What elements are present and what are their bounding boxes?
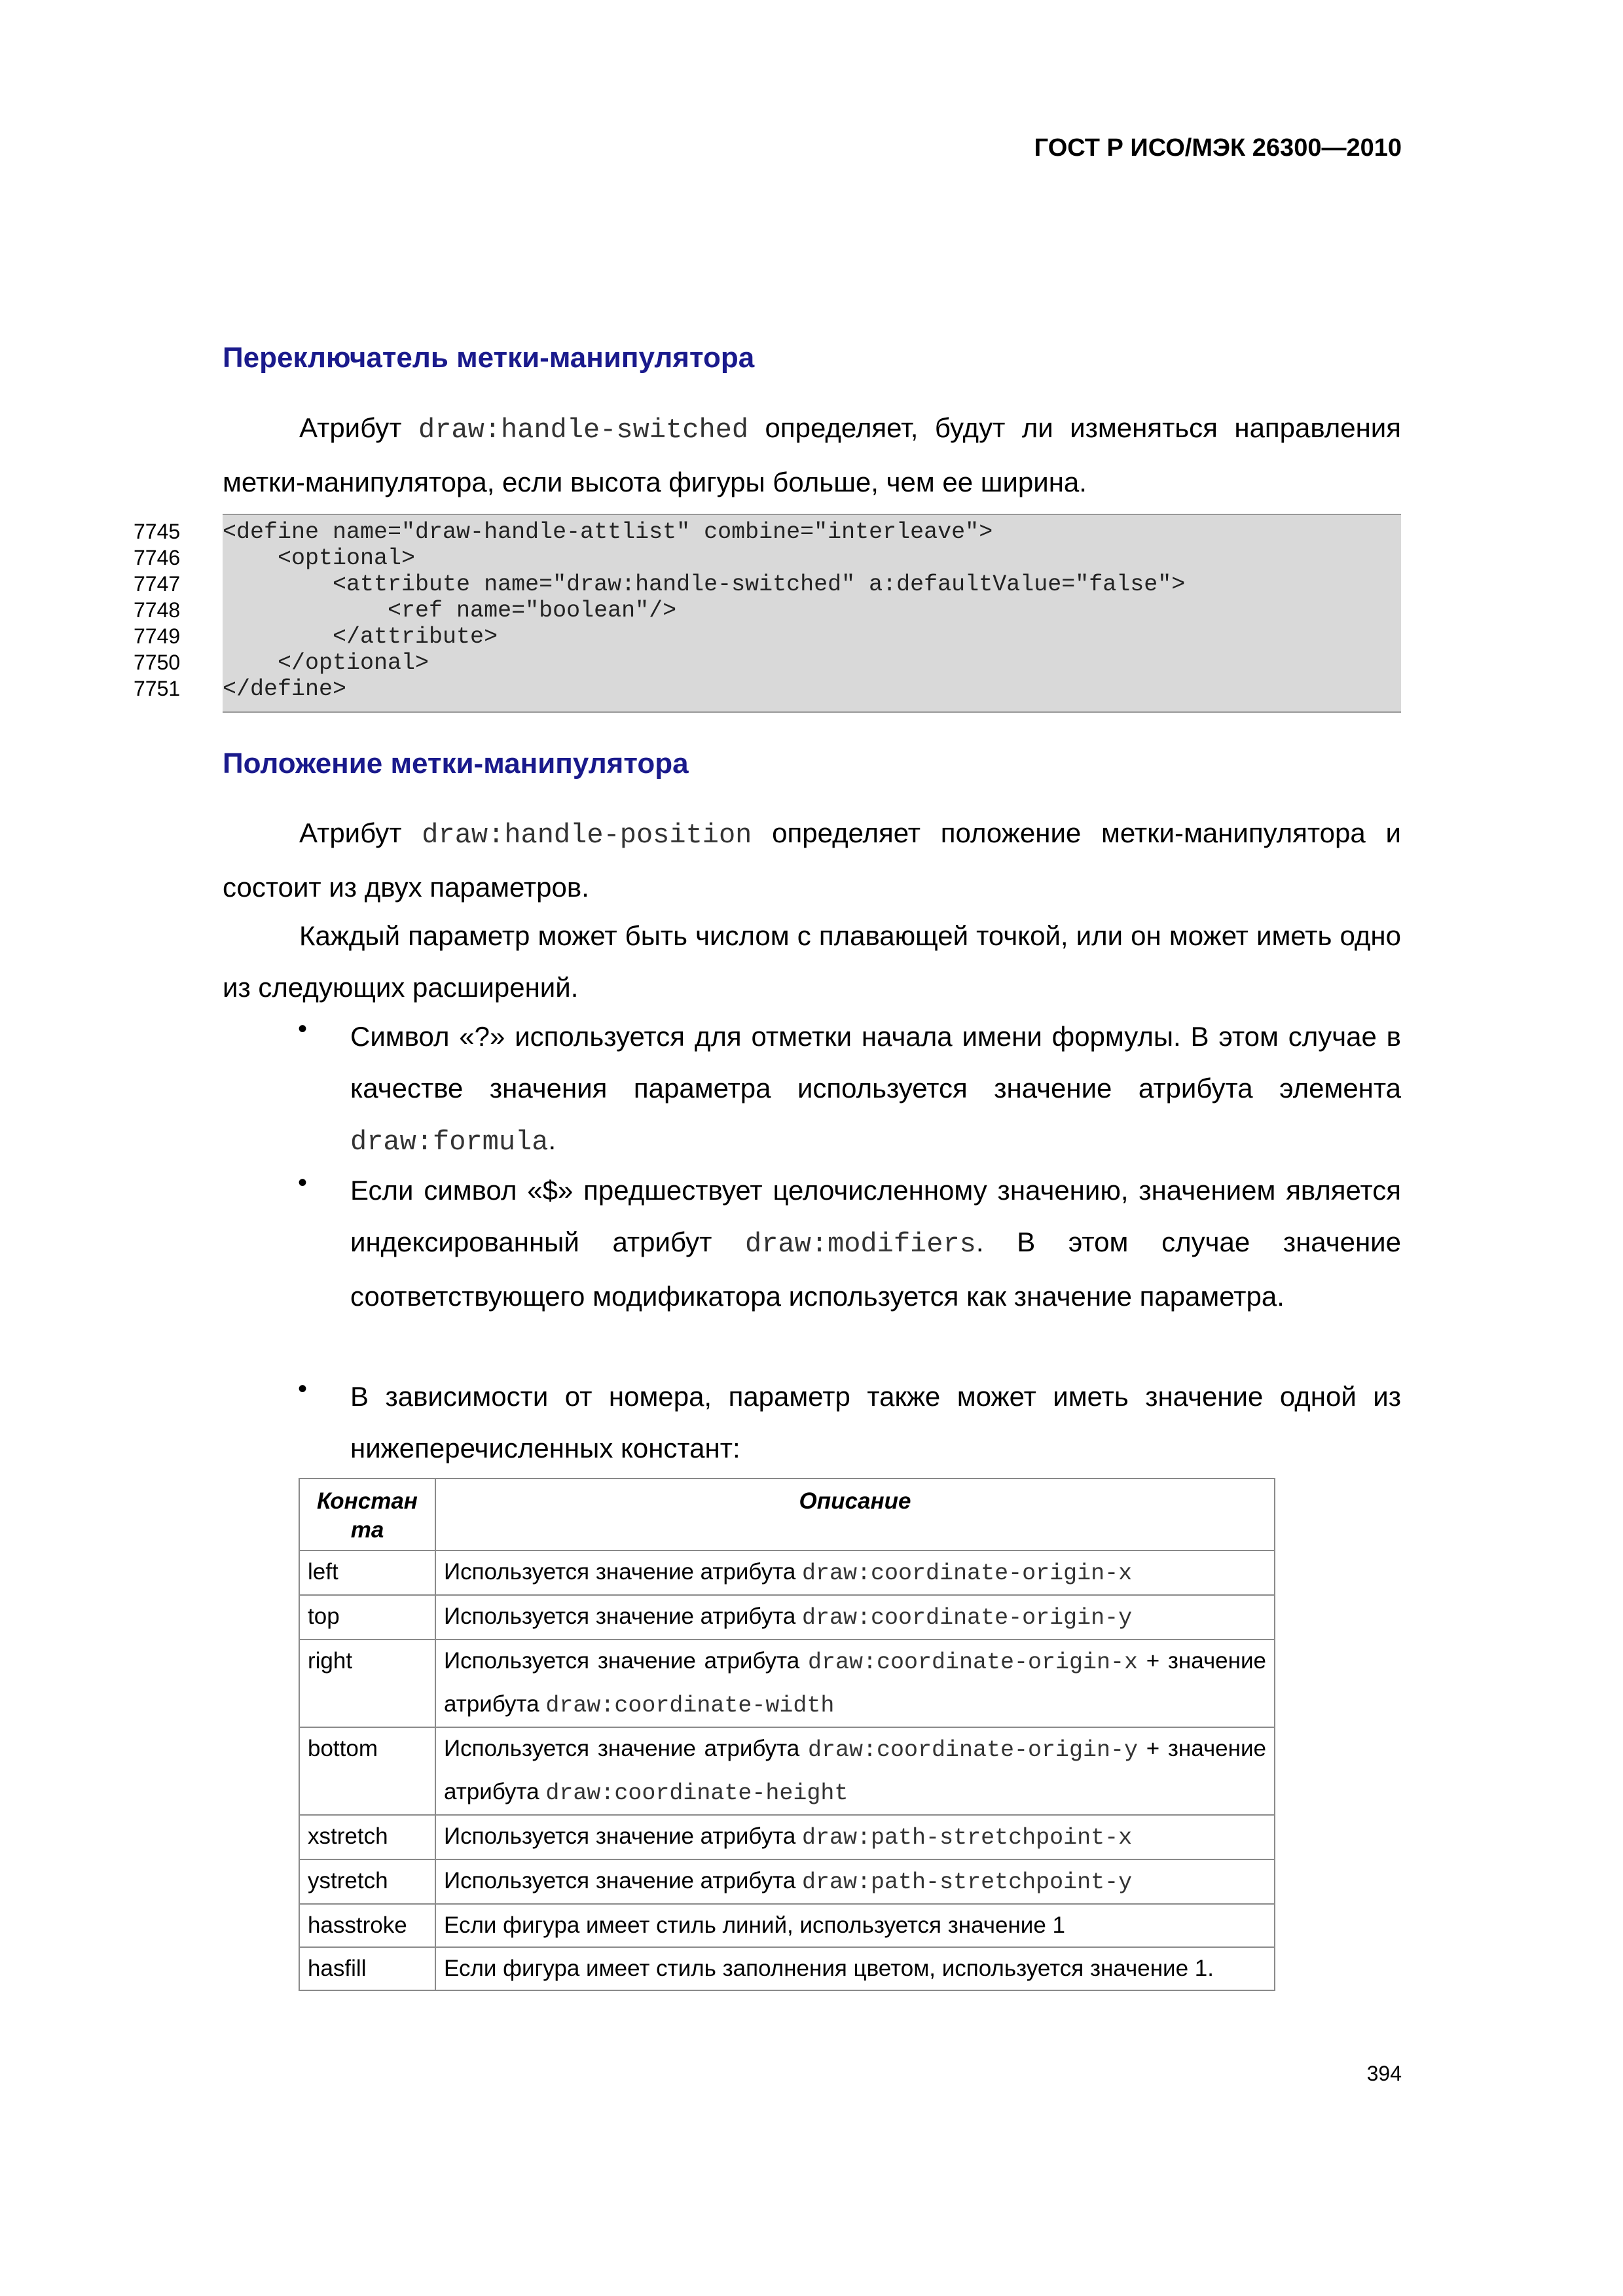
- bullet-text: . В этом случае значение соответствующего модификатора используется как значение параметра.: [350, 1227, 1401, 1312]
- line-number: 7749: [134, 624, 181, 648]
- code-line: </attribute>: [223, 624, 498, 650]
- column-header-constant: Констан та: [299, 1479, 435, 1551]
- section-title-handle-position: Положение метки-манипулятора: [223, 747, 689, 780]
- constant-cell: hasstroke: [299, 1904, 435, 1947]
- constant-cell: left: [299, 1551, 435, 1595]
- description-cell: Используется значение атрибута draw:coordinate-origin-y + значение атрибута draw:coordinate-height: [435, 1727, 1275, 1815]
- constant-cell: xstretch: [299, 1815, 435, 1859]
- bullet-marker: •: [298, 1374, 308, 1403]
- table-row: [299, 1859, 1275, 1904]
- table-row: [299, 1595, 1275, 1640]
- page-number: 394: [1366, 2062, 1402, 2085]
- description-cell: Используется значение атрибута draw:path-stretchpoint-x: [435, 1815, 1275, 1859]
- code-line: <attribute name="draw:handle-switched" a:defaultValue="false">: [223, 571, 1186, 598]
- paragraph-text: Атрибут: [299, 412, 418, 443]
- constant-cell: top: [299, 1595, 435, 1640]
- paragraph-handle-position: [223, 807, 1401, 913]
- bullet-text: Символ «?» используется для отметки начала имени формулы. В этом случае в качестве значения параметра используется значение атрибута элемента: [350, 1021, 1401, 1103]
- table-row: [299, 1947, 1275, 1990]
- bullet-item-dollar: [350, 1164, 1401, 1322]
- bullet-marker: •: [298, 1168, 308, 1197]
- line-number: 7747: [134, 572, 181, 596]
- code-block: [223, 514, 1401, 713]
- bullet-text: Если символ «$» предшествует целочисленному значению, значением является индексированный атрибут: [350, 1175, 1401, 1257]
- paragraph-handle-switched: [223, 402, 1401, 508]
- constant-cell: right: [299, 1640, 435, 1727]
- description-cell: Используется значение атрибута draw:coordinate-origin-x + значение атрибута draw:coordinate-width: [435, 1640, 1275, 1727]
- table-row: [299, 1727, 1275, 1815]
- code-line: </define>: [223, 676, 347, 702]
- code-line: <define name="draw-handle-attlist" combine="interleave">: [223, 519, 993, 545]
- paragraph-parameters: Каждый параметр может быть числом с плавающей точкой, или он может иметь одно из следующих расширений.: [223, 920, 1401, 1003]
- description-cell: Используется значение атрибута draw:coordinate-origin-x: [435, 1551, 1275, 1595]
- description-cell: Используется значение атрибута draw:coordinate-origin-y: [435, 1595, 1275, 1640]
- section-title-handle-switched: Переключатель метки-манипулятора: [223, 342, 755, 374]
- constant-cell: bottom: [299, 1727, 435, 1815]
- bullet-item-question-mark: [350, 1011, 1401, 1168]
- line-number: 7748: [134, 598, 181, 622]
- table-row: [299, 1904, 1275, 1947]
- constant-cell: hasfill: [299, 1947, 435, 1990]
- table-row: [299, 1551, 1275, 1595]
- document-header: ГОСТ Р ИСО/МЭК 26300—2010: [1034, 134, 1402, 162]
- paragraph-text: определяет положение метки-манипулятора и состоит из двух параметров.: [223, 817, 1401, 903]
- paragraph-text: определяет, будут ли изменяться направления метки-манипулятора, если высота фигуры больше, чем ее ширина.: [223, 412, 1402, 497]
- code-line: <optional>: [223, 545, 416, 571]
- bullet-marker: •: [298, 1014, 308, 1043]
- inline-code: draw:formula: [350, 1126, 549, 1158]
- constants-table: [299, 1478, 1275, 1991]
- table-header-row: [299, 1479, 1275, 1551]
- table-row: [299, 1815, 1275, 1859]
- column-header-description: Описание: [435, 1479, 1275, 1551]
- table-row: [299, 1640, 1275, 1727]
- description-cell: Если фигура имеет стиль линий, используется значение 1: [435, 1904, 1275, 1947]
- line-number: 7746: [134, 546, 181, 569]
- inline-code: draw:modifiers: [745, 1229, 976, 1260]
- code-line: </optional>: [223, 650, 429, 676]
- line-number: 7750: [134, 651, 181, 674]
- inline-code: draw:handle-switched: [418, 414, 749, 446]
- code-line: <ref name="boolean"/>: [223, 598, 677, 624]
- bullet-item-constants: В зависимости от номера, параметр также может иметь значение одной из нижеперечисленных констант:: [350, 1381, 1401, 1463]
- line-number: 7745: [134, 520, 181, 543]
- description-cell: Если фигура имеет стиль заполнения цветом, используется значение 1.: [435, 1947, 1275, 1990]
- inline-code: draw:handle-position: [422, 819, 752, 851]
- description-cell: Используется значение атрибута draw:path-stretchpoint-y: [435, 1859, 1275, 1904]
- bullet-text: .: [548, 1124, 556, 1155]
- line-number: 7751: [134, 677, 181, 700]
- constant-cell: ystretch: [299, 1859, 435, 1904]
- paragraph-text: Атрибут: [299, 817, 422, 848]
